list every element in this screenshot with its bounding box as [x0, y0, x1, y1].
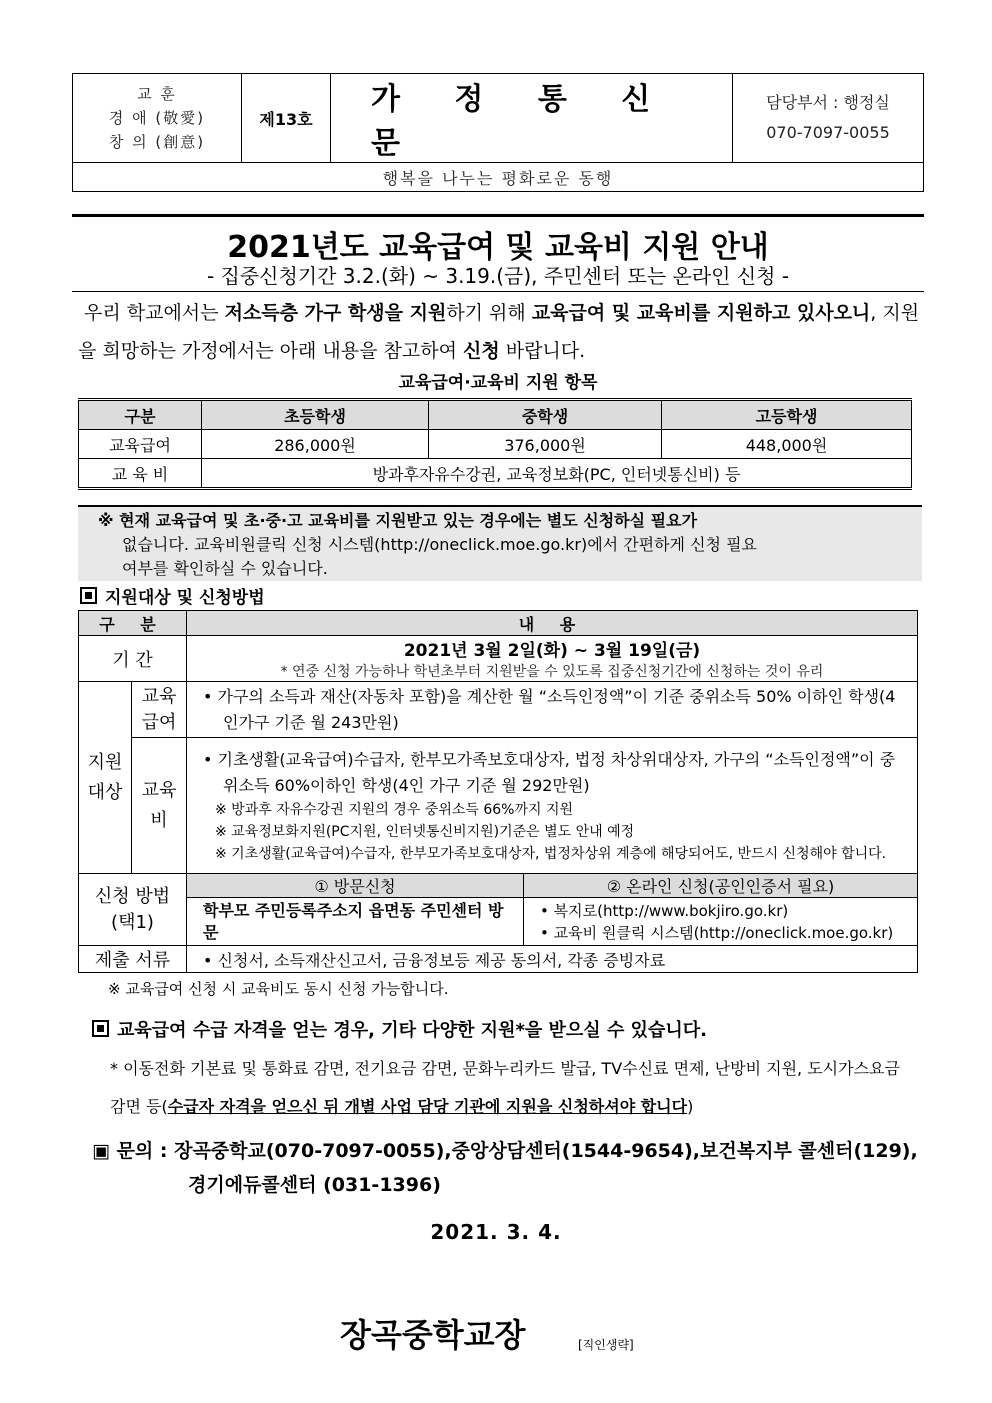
table-cell: 448,000원	[662, 430, 912, 459]
intro-text: 우리 학교에서는	[84, 302, 225, 324]
newsletter-title: 가 정 통 신 문	[331, 74, 733, 163]
intro-emphasis: 신청	[462, 340, 500, 362]
intro-text: 하기 위해	[446, 302, 532, 324]
notice-title: 2021년도 교육급여 및 교육비 지원 안내	[227, 230, 769, 265]
intro-emphasis: 교육급여 및 교육비를 지원하고 있사오니	[531, 302, 871, 324]
eligibility-text: • 가구의 소득과 재산(자동차 포함)을 계산한 월 “소득인정액”이 기준 중위소득 50% 이하인 학생(4인가구 기준 월 243만원)	[203, 686, 896, 732]
square-bullet-icon	[92, 1020, 109, 1037]
square-bullet-icon	[80, 587, 97, 604]
note-emphasis: 수급자 자격을 얻으신 뒤 개별 사업 담당 기관에 지원을 신청하셔야 합니다	[167, 1097, 688, 1116]
row-label: 교육급여	[79, 430, 202, 459]
label-line: 교육	[141, 685, 177, 707]
note-text: * 이동전화 기본료 및 통화료 감면, 전기요금 감면, 문화누리카드 발급, TV수신료 면제, 난방비 지원, 도시가스요금 감면 등(	[110, 1059, 900, 1116]
online-link: • 교육비 원클릭 시스템(http://oneclick.moe.go.kr)	[540, 923, 894, 942]
eligibility-note: ※ 방과후 자유수강권 지원의 경우 중위소득 66%까지 지원	[215, 801, 574, 818]
eligibility-table	[78, 610, 918, 973]
row-sublabel	[132, 682, 187, 738]
section-title: 지원대상 및 신청방법	[105, 588, 265, 608]
table-cell: 방과후자유수강권, 교육정보화(PC, 인터넷통신비) 등	[202, 459, 912, 489]
table-row	[79, 459, 912, 489]
school-motto	[73, 74, 242, 163]
contact-line: ▣ 문의 : 장곡중학교(070-7097-0055),중앙상담센터(1544-9654),보건복지부 콜센터(129),	[92, 1140, 918, 1162]
online-link: • 복지로(http://www.bokjiro.go.kr)	[540, 901, 789, 920]
visit-method: 학부모 주민등록주소지 읍면동 주민센터 방문	[187, 898, 524, 946]
note-line: ※ 현재 교육급여 및 초·중·고 교육비를 지원받고 있는 경우에는 별도 신청하실 필요가	[98, 511, 698, 530]
contact-info	[92, 1134, 932, 1202]
label-line: (택1)	[111, 911, 154, 933]
method-header: ① 방문신청	[187, 874, 524, 898]
header-cell: 고등학생	[662, 400, 912, 430]
concurrent-note: ※ 교육급여 신청 시 교육비도 동시 신청 가능합니다.	[108, 980, 449, 998]
department-name: 담당부서 : 행정실	[766, 93, 890, 112]
row-label: 기 간	[79, 636, 187, 682]
edu-benefit-cell	[187, 682, 918, 738]
row-label: 제출 서류	[79, 946, 187, 973]
row-label	[79, 874, 187, 946]
label-line: 급여	[141, 711, 177, 733]
section-title: 교육급여 수급 자격을 얻는 경우, 기타 다양한 지원*을 받으실 수 있습니다.	[117, 1020, 708, 1041]
section-heading	[92, 1016, 707, 1042]
label-line: 신청 방법	[94, 885, 171, 907]
method-header: ② 온라인 신청(공인인증서 필요)	[524, 874, 918, 898]
issue-number: 제13호	[242, 74, 331, 163]
header-cell: 구 분	[79, 611, 187, 636]
letterhead	[72, 73, 924, 192]
eligibility-note: ※ 기초생활(교육급여)수급자, 한부모가족보호대상자, 법정차상위 계층에 해당되어도, 반드시 신청해야 합니다.	[215, 845, 887, 862]
additional-support-note	[110, 1050, 920, 1126]
intro-text: 바랍니다.	[499, 340, 586, 362]
row-label	[79, 682, 132, 874]
row-label: 교 육 비	[79, 459, 202, 489]
period-note: * 연중 신청 가능하나 학년초부터 지원받을 수 있도록 집중신청기간에 신청하는 것이 유리	[280, 664, 824, 680]
table-row	[79, 430, 912, 459]
table-cell: 286,000원	[202, 430, 429, 459]
slogan: 행복을 나누는 평화로운 동행	[73, 163, 924, 192]
period-cell	[187, 636, 918, 682]
note-line: 없습니다. 교육비원클릭 신청 시스템(http://oneclick.moe.go.kr)에서 간편하게 신청 필요	[122, 535, 758, 554]
note-line: 여부를 확인하실 수 있습니다.	[122, 559, 328, 578]
header-cell: 내 용	[187, 611, 918, 636]
seal-omitted: [직인생략]	[578, 1338, 634, 1352]
label-line: 대상	[87, 781, 123, 803]
label-line: 비	[150, 809, 168, 831]
row-sublabel	[132, 738, 187, 874]
table-cell: 376,000원	[429, 430, 662, 459]
intro-paragraph	[78, 294, 924, 370]
issue-date: 2021. 3. 4.	[430, 1220, 562, 1244]
edu-cost-cell	[187, 738, 918, 874]
support-table	[78, 398, 912, 490]
contact-line: 경기에듀콜센터 (031-1396)	[188, 1174, 441, 1196]
intro-emphasis: 저소득층 가구 학생을 지원	[224, 302, 447, 324]
online-method	[524, 898, 918, 946]
table-header-row	[79, 400, 912, 430]
motto-label: 교 훈	[137, 85, 177, 103]
motto-line: 창 의 (創意)	[108, 133, 206, 151]
note-text: )	[687, 1097, 694, 1116]
eligibility-text: • 기초생활(교육급여)수급자, 한부모가족보호대상자, 법정 차상위대상자, 가구의 “소득인정액”이 중위소득 60%이하인 학생(4인 가구 기준 월 292만원)	[203, 749, 896, 795]
label-line: 지원	[87, 751, 123, 773]
notice-box	[78, 505, 922, 581]
intro-text: , 지원을 희망하는 가정에서는 아래 내용을 참고하여	[78, 302, 920, 362]
department-phone: 070-7097-0055	[766, 123, 890, 142]
period-dates: 2021년 3월 2일(화) ~ 3월 19일(금)	[403, 641, 701, 661]
title-rule-bottom	[72, 291, 924, 292]
title-rule-top	[72, 214, 924, 217]
header-cell: 초등학생	[202, 400, 429, 430]
notice-subtitle: - 집중신청기간 3.2.(화) ~ 3.19.(금), 주민센터 또는 온라인 신청 -	[206, 264, 790, 288]
support-table-caption: 교육급여·교육비 지원 항목	[398, 373, 598, 393]
section-heading	[80, 583, 265, 608]
documents-cell: • 신청서, 소득재산신고서, 금융정보등 제공 동의서, 각종 증빙자료	[187, 946, 918, 973]
principal-signature: 장곡중학교장	[340, 1316, 526, 1354]
motto-line: 경 애 (敬愛)	[108, 109, 206, 127]
header-cell: 중학생	[429, 400, 662, 430]
label-line: 교육	[141, 779, 177, 801]
eligibility-note: ※ 교육정보화지원(PC지원, 인터넷통신비지원)기준은 별도 안내 예정	[215, 823, 635, 840]
header-cell: 구분	[79, 400, 202, 430]
department-info	[733, 74, 924, 163]
